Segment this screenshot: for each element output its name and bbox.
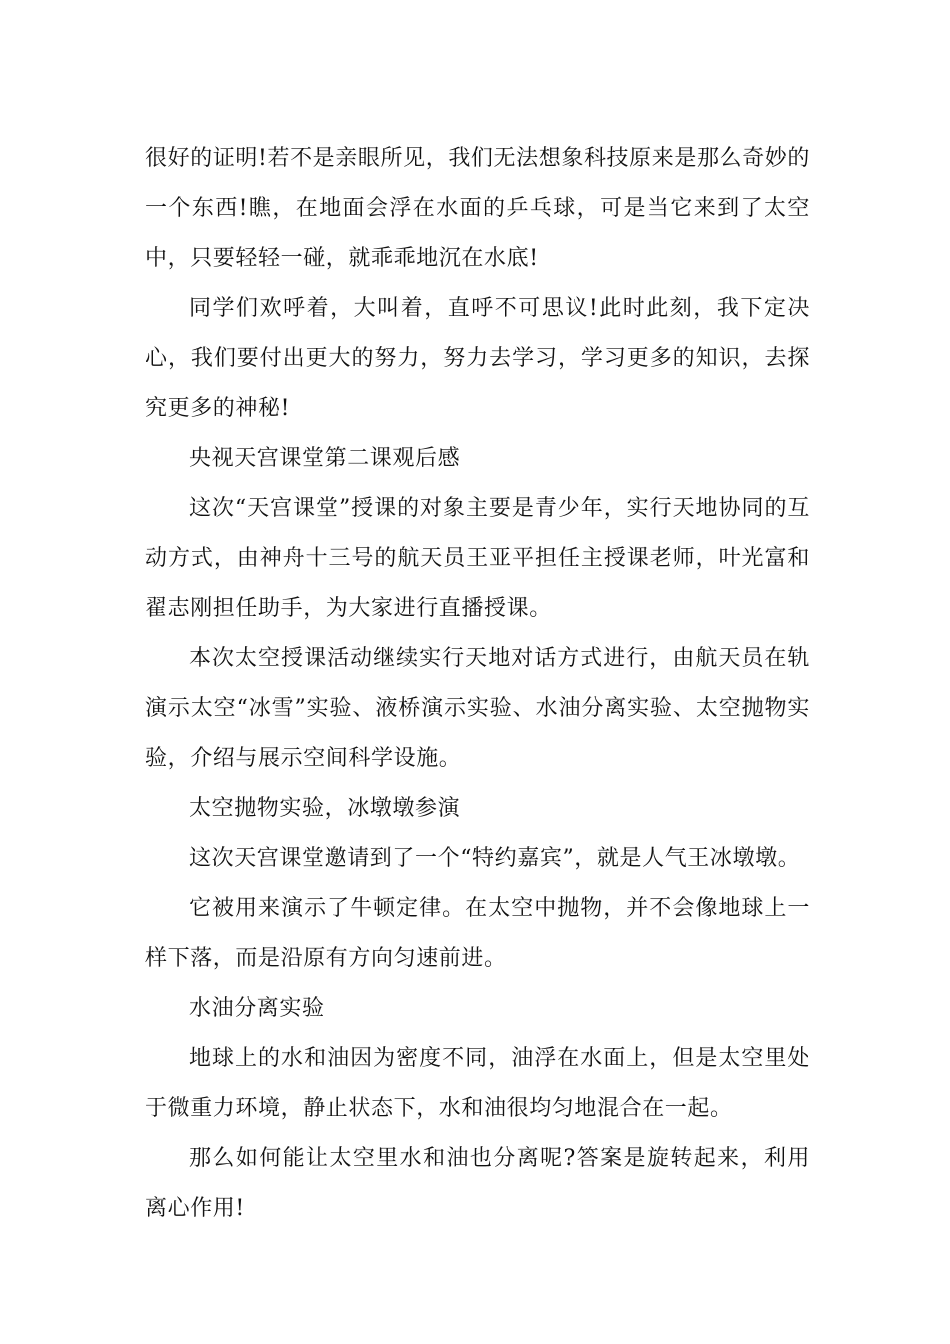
paragraph-6: 它被用来演示了牛顿定律。在太空中抛物，并不会像地球上一样下落，而是沿原有方向匀速前进。: [145, 896, 810, 971]
section-heading-3: 水油分离实验: [189, 996, 325, 1021]
document-body: [145, 134, 810, 1234]
paragraph-4: 本次太空授课活动继续实行天地对话方式进行，由航天员在轨演示太空“冰雪”实验、液桥演示实验、水油分离实验、太空抛物实验，介绍与展示空间科学设施。: [145, 646, 810, 771]
section-heading-1: 央视天宫课堂第二课观后感: [189, 446, 461, 471]
paragraph-7: 地球上的水和油因为密度不同，油浮在水面上，但是太空里处于微重力环境，静止状态下，水和油很均匀地混合在一起。: [145, 1046, 810, 1121]
section-heading-2: 太空抛物实验，冰墩墩参演: [189, 796, 461, 821]
paragraph-8: 那么如何能让太空里水和油也分离呢?答案是旋转起来，利用离心作用!: [145, 1146, 810, 1221]
paragraph-1: 很好的证明!若不是亲眼所见，我们无法想象科技原来是那么奇妙的一个东西!瞧，在地面会浮在水面的乒乓球，可是当它来到了太空中，只要轻轻一碰，就乖乖地沉在水底!: [145, 146, 810, 271]
paragraph-3: 这次“天宫课堂”授课的对象主要是青少年，实行天地协同的互动方式，由神舟十三号的航天员王亚平担任主授课老师，叶光富和翟志刚担任助手，为大家进行直播授课。: [145, 496, 810, 621]
paragraph-5: 这次天宫课堂邀请到了一个“特约嘉宾”，就是人气王冰墩墩。: [189, 846, 801, 871]
paragraph-2: 同学们欢呼着，大叫着，直呼不可思议!此时此刻，我下定决心，我们要付出更大的努力，努力去学习，学习更多的知识，去探究更多的神秘!: [145, 296, 810, 421]
